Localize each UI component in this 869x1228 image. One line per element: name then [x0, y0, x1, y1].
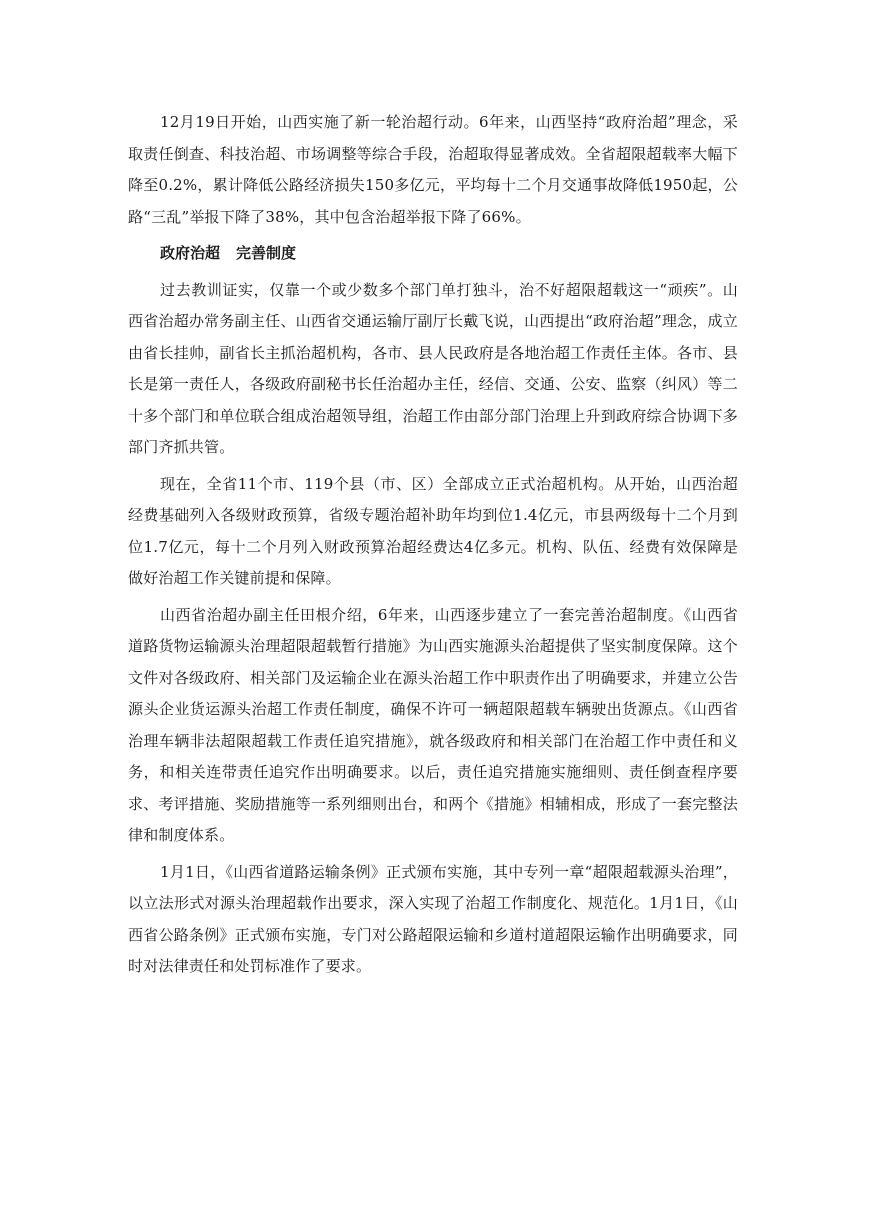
paragraph-legislation: 1月1日，《山西省道路运输条例》正式颁布实施，其中专列一章“超限超载源头治理”，以立法形式对源头治理超载作出要求，深入实现了治超工作制度化、规范化。1月1日，《山西省公路条例》正式颁布实施，专门对公路超限运输和乡道村道超限运输作出明确要求，同时对法律责任和处罚标准作了要求。 — [128, 862, 738, 975]
paragraph-intro: 12月19日开始，山西实施了新一轮治超行动。6年来，山西坚持“政府治超”理念，采取责任倒查、科技治超、市场调整等综合手段，治超取得显著成效。全省超限超载率大幅下降至0.2%，累计降低公路经济损失150多亿元，平均每十二个月交通事故降低1950起，公路“三乱”举报下降了38%，其中包含治超举报下降了66%。 — [128, 113, 738, 226]
paragraph-government-leadership: 过去教训证实，仅靠一个或少数多个部门单打独斗，治不好超限超载这一“顽疾”。山西省治超办常务副主任、山西省交通运输厅副厅长戴飞说，山西提出“政府治超”理念，成立由省长挂帅，副省长主抓治超机构，各市、县人民政府是各地治超工作责任主体。各市、县长是第一责任人，各级政府副秘书长任治超办主任，经信、交通、公安、监察（纠风）等二十多个部门和单位联合组成治超领导组，治超工作由部分部门治理上升到政府综合协调下多部门齐抓共管。 — [128, 280, 738, 456]
paragraph-institutions-funding: 现在，全省11个市、119个县（市、区）全部成立正式治超机构。从开始，山西治超经费基础列入各级财政预算，省级专题治超补助年均到位1.4亿元，市县两级每十二个月到位1.7亿元，每十二个月列入财政预算治超经费达4亿多元。机构、队伍、经费有效保障是做好治超工作关键前提和保障。 — [128, 474, 738, 587]
paragraph-regulations: 山西省治超办副主任田根介绍，6年来，山西逐步建立了一套完善治超制度。《山西省道路货物运输源头治理超限超载暂行措施》为山西实施源头治超提供了坚实制度保障。这个文件对各级政府、相关部门及运输企业在源头治超工作中职责作出了明确要求，并建立公告源头企业货运源头治超工作责任制度，确保不许可一辆超限超载车辆驶出货源点。《山西省治理车辆非法超限超载工作责任追究措施》，就各级政府和相关部门在治超工作中责任和义务，和相关连带责任追究作出明确要求。以后，责任追究措施实施细则、责任倒查程序要求、考评措施、奖励措施等一系列细则出台，和两个《措施》相辅相成，形成了一套完整法律和制度体系。 — [128, 605, 738, 844]
section-heading-part-2: 完善制度 — [236, 244, 297, 262]
document-body — [128, 107, 738, 988]
section-heading — [128, 238, 738, 270]
section-heading-part-1: 政府治超 — [160, 244, 221, 262]
